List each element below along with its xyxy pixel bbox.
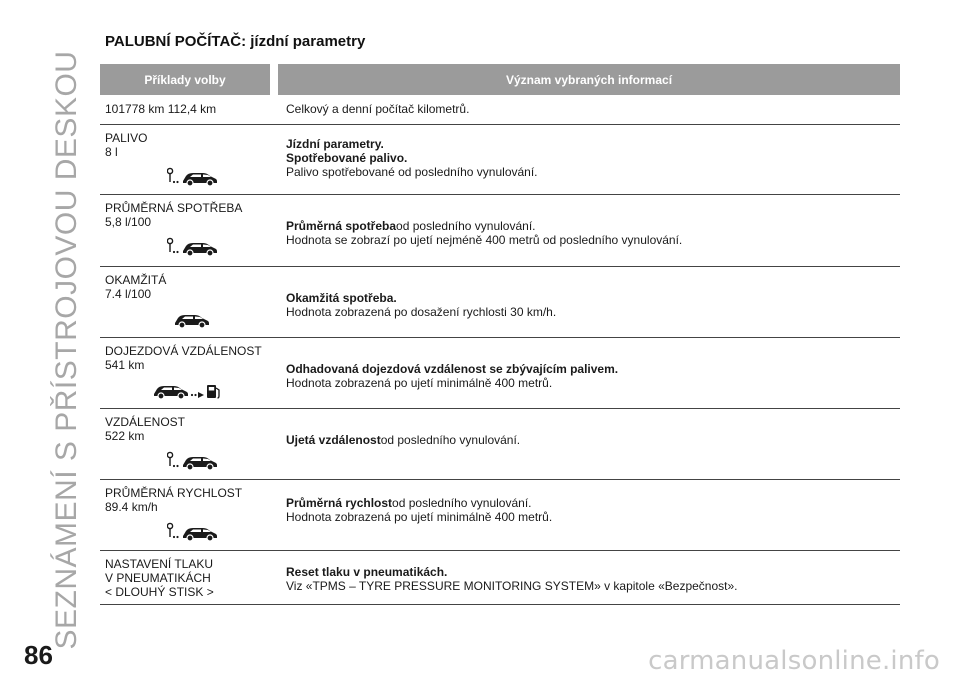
meaning-cell [278,125,900,194]
example-line: NASTAVENÍ TLAKU [105,557,214,571]
meaning-line [286,219,900,233]
header-examples: Příklady volby [100,64,270,95]
example-line: 8 l [105,145,118,159]
example-cell [100,267,278,337]
example-cell [100,338,278,408]
meaning-line [286,102,900,116]
page-heading: PALUBNÍ POČÍTAČ: jízdní parametry [105,33,366,50]
meaning-text: Hodnota se zobrazí po ujetí nejméně 400 metrů od posledního vynulování. [286,233,683,247]
meaning-bold-text: Ujetá vzdálenost [286,433,381,447]
table-row [100,95,900,125]
meaning-bold-text: Průměrná spotřeba [286,219,397,233]
table-row [100,195,900,267]
example-line: 541 km [105,358,145,372]
meaning-text: od posledního vynulování. [380,433,521,447]
meaning-text: Hodnota zobrazená po ujetí minimálně 400 metrů. [286,376,553,390]
meaning-text: od posledního vynulování. [392,496,532,510]
example-line: PRŮMĚRNÁ SPOTŘEBA [105,201,243,215]
example-cell [100,195,278,266]
example-line: 522 km [105,429,145,443]
example-cell [100,125,278,194]
meaning-line [286,433,900,447]
meaning-line [286,362,900,376]
meaning-line [286,151,900,165]
meaning-text: Hodnota zobrazená po dosažení rychlosti 30 km/h. [286,305,557,319]
meaning-text: Viz «TPMS – TYRE PRESSURE MONITORING SYSTEM» v kapitole «Bezpečnost». [286,579,738,593]
meaning-cell [278,409,900,479]
trip-car-icon [167,237,219,262]
car-fuel-icon [152,380,222,407]
meaning-line [286,496,900,510]
meaning-line [286,376,900,390]
meaning-bold-text: Jízdní parametry. [286,137,384,151]
example-line: PRŮMĚRNÁ RYCHLOST [105,486,243,500]
meaning-line [286,165,900,179]
chapter-side-title: SEZNÁMENÍ S PŘÍSTROJOVOU DESKOU [50,50,83,650]
example-cell [100,480,278,550]
table-row [100,480,900,551]
meaning-line [286,565,900,579]
table-body [100,95,900,605]
meaning-line [286,579,900,593]
page-number: 86 [24,640,53,670]
header-meaning: Význam vybraných informací [278,64,900,95]
meaning-bold-text: Průměrná rychlost [286,496,393,510]
meaning-text: od posledního vynulování. [396,219,536,233]
trip-car-icon [167,167,219,192]
meaning-bold-text: Okamžitá spotřeba. [286,291,397,305]
table-row [100,409,900,480]
car-icon [172,309,212,334]
meaning-text: Palivo spotřebované od posledního vynulování. [286,165,538,179]
meaning-cell [278,195,900,266]
meaning-cell [278,338,900,408]
meaning-cell [278,95,900,124]
example-line: OKAMŽITÁ [105,273,167,287]
meaning-cell [278,480,900,550]
meaning-text: Celkový a denní počítač kilometrů. [286,102,470,116]
example-line: DOJEZDOVÁ VZDÁLENOST [105,344,262,358]
table-header [100,64,900,95]
meaning-line [286,510,900,524]
table-row [100,338,900,409]
example-line: VZDÁLENOST [105,415,186,429]
meaning-line [286,291,900,305]
meaning-line [286,137,900,151]
meaning-line [286,305,900,319]
example-line: PALIVO [105,131,148,145]
trip-car-icon [167,522,219,547]
example-line: 101778 km 112,4 km [105,102,217,116]
meaning-cell [278,551,900,604]
example-cell [100,551,278,604]
example-cell [100,95,278,124]
example-cell [100,409,278,479]
meaning-line [286,233,900,247]
table-row [100,551,900,605]
meaning-bold-text: Reset tlaku v pneumatikách. [286,565,448,579]
table-row [100,267,900,338]
meaning-cell [278,267,900,337]
example-line: 5,8 l/100 [105,215,152,229]
meaning-text: Hodnota zobrazená po ujetí minimálně 400 metrů. [286,510,553,524]
example-line: 89.4 km/h [105,500,158,514]
trip-parameters-table [100,64,900,605]
example-line: 7.4 l/100 [105,287,152,301]
example-line: < DLOUHÝ STISK > [105,585,214,599]
example-line: V PNEUMATIKÁCH [105,571,211,585]
meaning-bold-text: Odhadovaná dojezdová vzdálenost se zbývajícím palivem. [286,362,619,376]
meaning-bold-text: Spotřebované palivo. [286,151,408,165]
table-row [100,125,900,195]
trip-car-icon [167,451,219,476]
watermark: carmanualsonline.info [648,646,940,676]
